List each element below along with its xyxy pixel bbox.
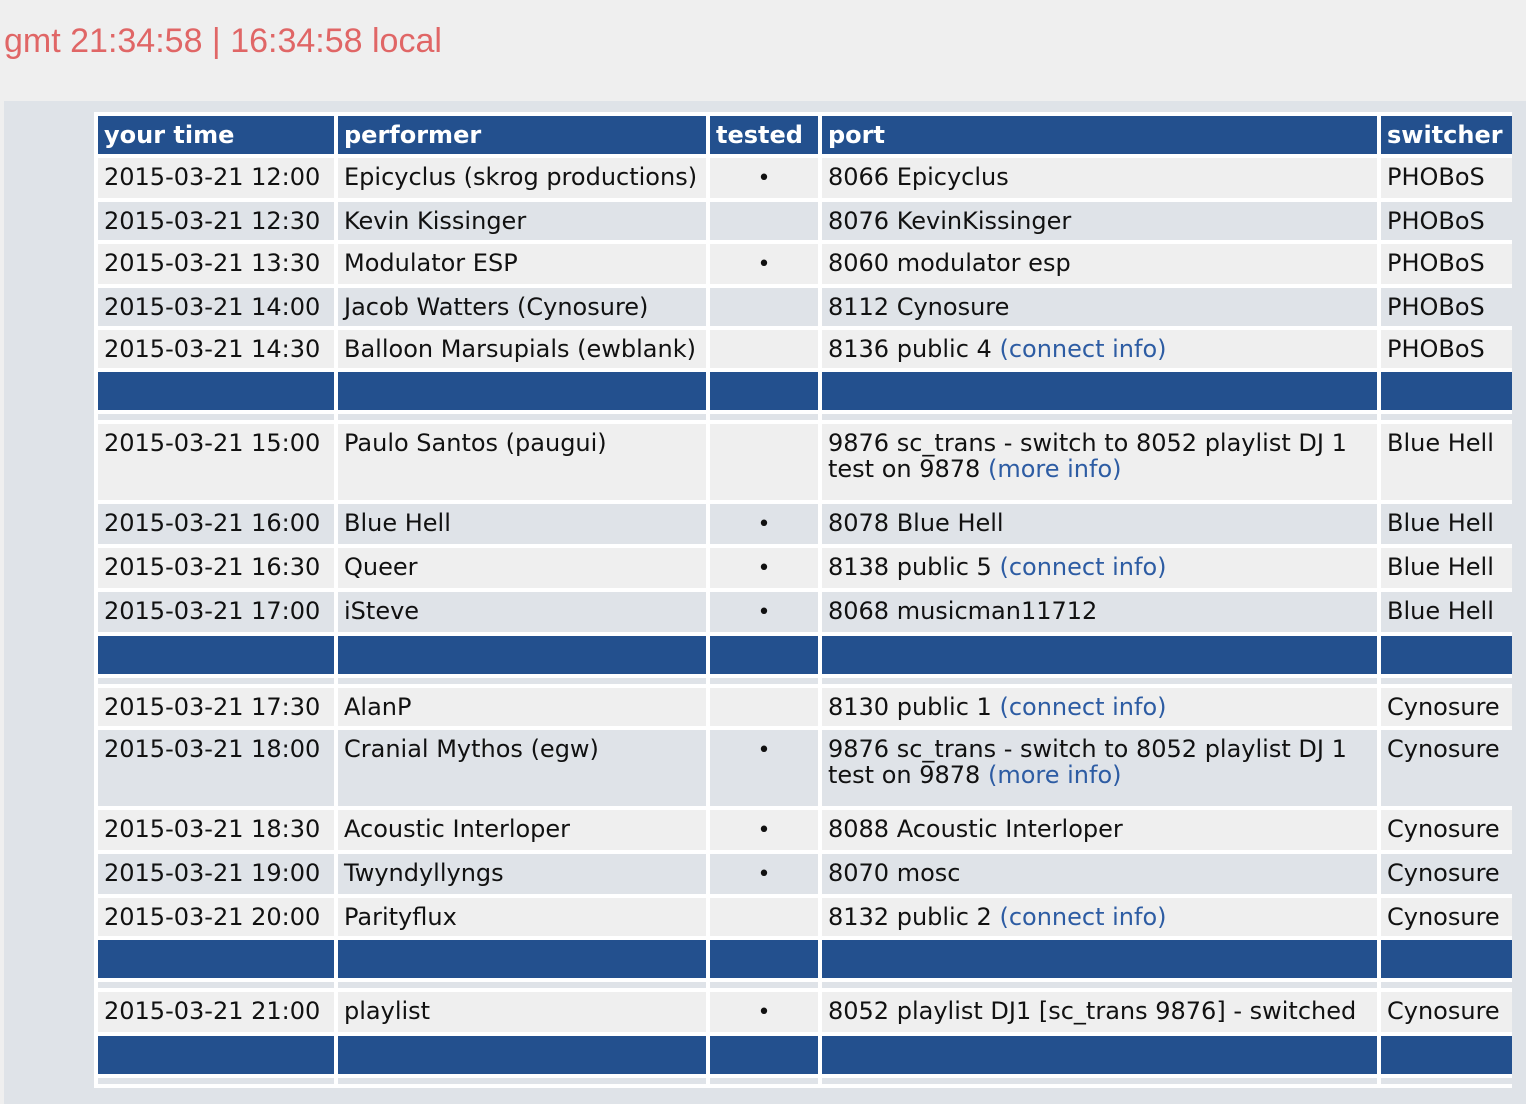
cell-tested: [710, 548, 818, 588]
cell-performer: Modulator ESP: [338, 244, 706, 284]
cell-tested: [710, 688, 818, 726]
cell-performer: Queer: [338, 548, 706, 588]
cell-tested: [710, 202, 818, 240]
cell-performer: AlanP: [338, 688, 706, 726]
cell-performer: Balloon Marsupials (ewblank): [338, 330, 706, 368]
cell-switcher: PHOBoS: [1381, 158, 1512, 198]
port-text: 8112 Cynosure: [828, 293, 1010, 321]
info-link[interactable]: (more info): [987, 455, 1122, 483]
block-gap: [98, 414, 1512, 420]
cell-tested: [710, 854, 818, 894]
tested-dot-icon: •: [757, 1000, 771, 1025]
cell-time: 2015-03-21 17:00: [98, 592, 334, 632]
tested-dot-icon: •: [757, 738, 771, 763]
schedule-table: [94, 112, 1516, 1088]
table-row: [98, 592, 1512, 632]
cell-tested: [710, 992, 818, 1032]
port-text: 8138 public 5: [828, 553, 992, 581]
separator-cell: [822, 372, 1377, 410]
cell-switcher: PHOBoS: [1381, 288, 1512, 326]
cell-switcher: Blue Hell: [1381, 504, 1512, 544]
cell-port: [822, 898, 1377, 936]
cell-port: [822, 244, 1377, 284]
separator-cell: [98, 940, 334, 978]
cell-time: 2015-03-21 18:00: [98, 730, 334, 806]
cell-performer: Epicyclus (skrog productions): [338, 158, 706, 198]
gap-cell: [98, 678, 334, 684]
cell-switcher: Cynosure: [1381, 854, 1512, 894]
cell-port: [822, 854, 1377, 894]
cell-tested: [710, 158, 818, 198]
cell-performer: Twyndyllyngs: [338, 854, 706, 894]
cell-port: [822, 202, 1377, 240]
block-gap: [98, 982, 1512, 988]
cell-switcher: Blue Hell: [1381, 424, 1512, 500]
separator-cell: [710, 1036, 818, 1074]
tested-dot-icon: •: [757, 512, 771, 537]
cell-time: 2015-03-21 19:00: [98, 854, 334, 894]
cell-port: [822, 592, 1377, 632]
separator-cell: [98, 372, 334, 410]
cell-switcher: Blue Hell: [1381, 548, 1512, 588]
cell-port: [822, 424, 1377, 500]
cell-time: 2015-03-21 17:30: [98, 688, 334, 726]
port-text: 8070 mosc: [828, 859, 961, 887]
cell-switcher: Cynosure: [1381, 810, 1512, 850]
tested-dot-icon: •: [757, 556, 771, 581]
table-row: [98, 424, 1512, 500]
cell-tested: [710, 810, 818, 850]
col-port: port: [822, 116, 1377, 154]
port-text: 8130 public 1: [828, 693, 992, 721]
cell-switcher: PHOBoS: [1381, 202, 1512, 240]
gap-cell: [338, 1078, 706, 1084]
gap-cell: [1381, 982, 1512, 988]
separator-cell: [822, 636, 1377, 674]
block-separator: [98, 940, 1512, 978]
clock-display: gmt 21:34:58 | 16:34:58 local: [4, 22, 442, 60]
cell-tested: [710, 288, 818, 326]
table-row: [98, 288, 1512, 326]
gap-cell: [98, 414, 334, 420]
gap-cell: [822, 982, 1377, 988]
separator-cell: [1381, 1036, 1512, 1074]
cell-tested: [710, 330, 818, 368]
schedule-table-wrapper: [94, 112, 1512, 1088]
gap-cell: [1381, 678, 1512, 684]
separator-cell: [98, 636, 334, 674]
separator-cell: [710, 372, 818, 410]
table-row: [98, 548, 1512, 588]
table-row: [98, 730, 1512, 806]
header-row: [98, 116, 1512, 154]
block-separator: [98, 636, 1512, 674]
info-link[interactable]: (connect info): [999, 903, 1167, 931]
cell-switcher: Blue Hell: [1381, 592, 1512, 632]
cell-performer: Blue Hell: [338, 504, 706, 544]
separator-cell: [338, 1036, 706, 1074]
table-row: [98, 158, 1512, 198]
cell-port: [822, 548, 1377, 588]
tested-dot-icon: •: [757, 862, 771, 887]
cell-port: [822, 688, 1377, 726]
cell-tested: [710, 244, 818, 284]
table-row: [98, 330, 1512, 368]
gap-cell: [710, 678, 818, 684]
cell-performer: Parityflux: [338, 898, 706, 936]
gap-cell: [98, 1078, 334, 1084]
port-text: 8076 KevinKissinger: [828, 207, 1072, 235]
cell-switcher: Cynosure: [1381, 688, 1512, 726]
gap-cell: [1381, 414, 1512, 420]
schedule-body: [98, 158, 1512, 1084]
separator-cell: [338, 940, 706, 978]
cell-time: 2015-03-21 14:00: [98, 288, 334, 326]
tested-dot-icon: •: [757, 166, 771, 191]
cell-tested: [710, 592, 818, 632]
port-text: 8066 Epicyclus: [828, 163, 1009, 191]
port-text: 9876 sc_trans - switch to 8052 playlist DJ 1 test on 9878: [828, 429, 1347, 483]
cell-time: 2015-03-21 13:30: [98, 244, 334, 284]
separator-cell: [822, 1036, 1377, 1074]
separator-cell: [710, 940, 818, 978]
cell-performer: playlist: [338, 992, 706, 1032]
block-gap: [98, 678, 1512, 684]
table-row: [98, 688, 1512, 726]
table-row: [98, 810, 1512, 850]
cell-port: [822, 730, 1377, 806]
col-tested: tested: [710, 116, 818, 154]
cell-port: [822, 330, 1377, 368]
table-row: [98, 202, 1512, 240]
info-link[interactable]: (more info): [987, 761, 1122, 789]
col-your-time: your time: [98, 116, 334, 154]
gap-cell: [1381, 1078, 1512, 1084]
cell-switcher: Cynosure: [1381, 898, 1512, 936]
col-performer: performer: [338, 116, 706, 154]
gap-cell: [822, 1078, 1377, 1084]
block-separator: [98, 372, 1512, 410]
tested-dot-icon: •: [757, 252, 771, 277]
cell-time: 2015-03-21 12:30: [98, 202, 334, 240]
cell-time: 2015-03-21 20:00: [98, 898, 334, 936]
cell-tested: [710, 504, 818, 544]
port-text: 8052 playlist DJ1 [sc_trans 9876] - switched: [828, 997, 1357, 1025]
gap-cell: [710, 414, 818, 420]
tested-dot-icon: •: [757, 600, 771, 625]
gap-cell: [98, 982, 334, 988]
port-text: 8060 modulator esp: [828, 249, 1071, 277]
cell-port: [822, 288, 1377, 326]
cell-port: [822, 504, 1377, 544]
block-separator: [98, 1036, 1512, 1074]
cell-performer: Cranial Mythos (egw): [338, 730, 706, 806]
separator-cell: [1381, 636, 1512, 674]
port-text: 8068 musicman11712: [828, 597, 1098, 625]
cell-time: 2015-03-21 14:30: [98, 330, 334, 368]
cell-time: 2015-03-21 16:30: [98, 548, 334, 588]
info-link[interactable]: (connect info): [999, 335, 1167, 363]
gap-cell: [338, 982, 706, 988]
cell-port: [822, 158, 1377, 198]
separator-cell: [98, 1036, 334, 1074]
cell-switcher: Cynosure: [1381, 992, 1512, 1032]
info-link[interactable]: (connect info): [999, 553, 1167, 581]
cell-port: [822, 810, 1377, 850]
cell-performer: Paulo Santos (paugui): [338, 424, 706, 500]
cell-tested: [710, 730, 818, 806]
gap-cell: [338, 678, 706, 684]
port-text: 9876 sc_trans - switch to 8052 playlist DJ 1 test on 9878: [828, 735, 1347, 789]
separator-cell: [338, 636, 706, 674]
cell-switcher: PHOBoS: [1381, 330, 1512, 368]
separator-cell: [710, 636, 818, 674]
cell-tested: [710, 898, 818, 936]
gap-cell: [710, 982, 818, 988]
tested-dot-icon: •: [757, 818, 771, 843]
cell-tested: [710, 424, 818, 500]
cell-performer: Kevin Kissinger: [338, 202, 706, 240]
separator-cell: [1381, 940, 1512, 978]
info-link[interactable]: (connect info): [999, 693, 1167, 721]
separator-cell: [822, 940, 1377, 978]
port-text: 8088 Acoustic Interloper: [828, 815, 1123, 843]
cell-time: 2015-03-21 21:00: [98, 992, 334, 1032]
separator-cell: [338, 372, 706, 410]
cell-performer: Jacob Watters (Cynosure): [338, 288, 706, 326]
cell-time: 2015-03-21 18:30: [98, 810, 334, 850]
cell-switcher: PHOBoS: [1381, 244, 1512, 284]
cell-time: 2015-03-21 12:00: [98, 158, 334, 198]
table-row: [98, 244, 1512, 284]
cell-performer: Acoustic Interloper: [338, 810, 706, 850]
table-row: [98, 504, 1512, 544]
table-row: [98, 854, 1512, 894]
cell-time: 2015-03-21 15:00: [98, 424, 334, 500]
block-gap: [98, 1078, 1512, 1084]
gap-cell: [822, 414, 1377, 420]
cell-time: 2015-03-21 16:00: [98, 504, 334, 544]
gap-cell: [710, 1078, 818, 1084]
separator-cell: [1381, 372, 1512, 410]
cell-port: [822, 992, 1377, 1032]
table-row: [98, 992, 1512, 1032]
port-text: 8078 Blue Hell: [828, 509, 1004, 537]
col-switcher: switcher: [1381, 116, 1512, 154]
gap-cell: [822, 678, 1377, 684]
port-text: 8136 public 4: [828, 335, 992, 363]
table-row: [98, 898, 1512, 936]
gap-cell: [338, 414, 706, 420]
cell-switcher: Cynosure: [1381, 730, 1512, 806]
port-text: 8132 public 2: [828, 903, 992, 931]
cell-performer: iSteve: [338, 592, 706, 632]
